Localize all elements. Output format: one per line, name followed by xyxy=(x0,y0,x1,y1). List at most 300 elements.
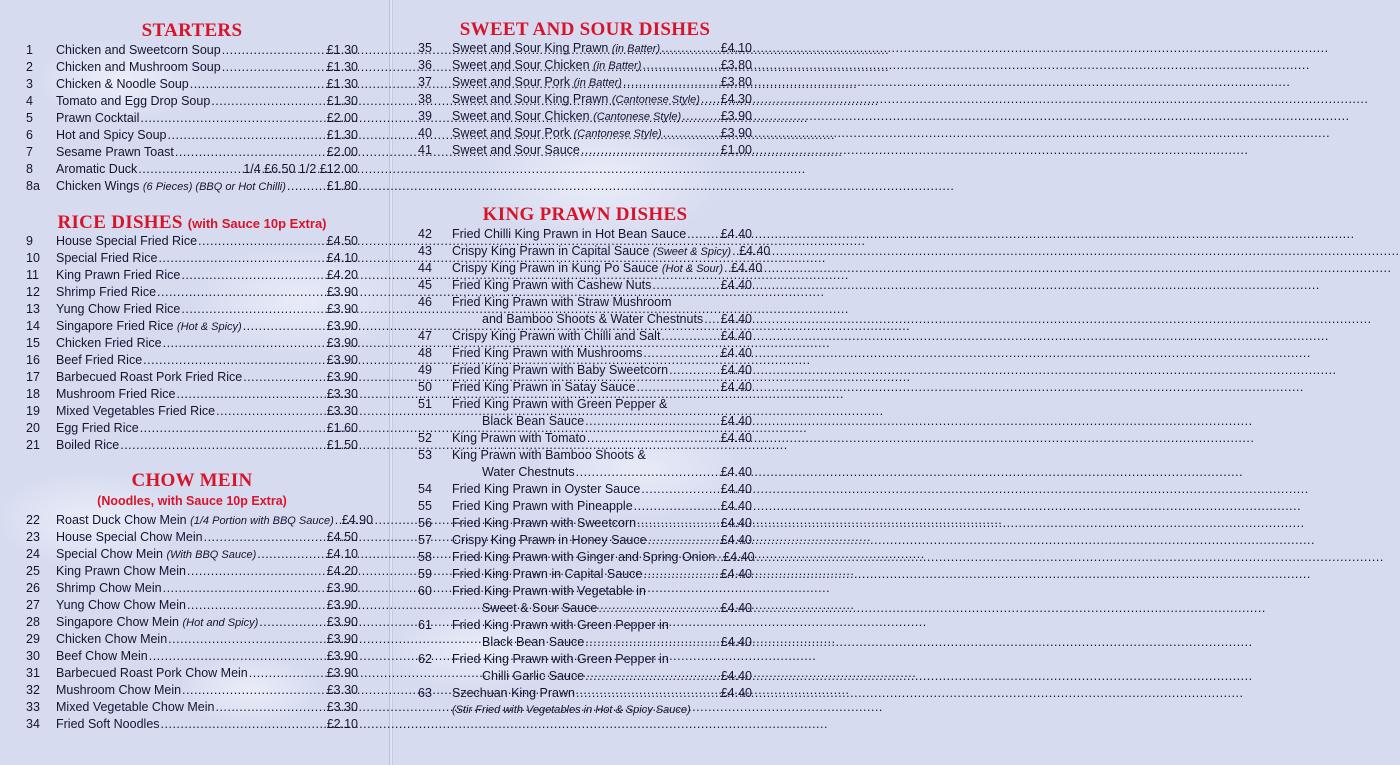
dot-leader xyxy=(585,668,720,685)
item-price: £4.40 xyxy=(720,414,752,428)
dot-leader xyxy=(120,437,325,454)
dot-leader xyxy=(257,546,325,563)
item-name-text: Szechuan King Prawn xyxy=(452,686,575,700)
dot-leader xyxy=(168,631,326,648)
item-price: £1.30 xyxy=(326,94,358,108)
item-name xyxy=(452,617,669,634)
dot-leader xyxy=(663,125,720,142)
item-number: 6 xyxy=(26,128,33,142)
item-number: 19 xyxy=(26,404,40,418)
item-price: £4.40 xyxy=(720,499,752,513)
dot-leader xyxy=(704,311,720,328)
item-name xyxy=(56,352,142,369)
item-number: 52 xyxy=(418,431,432,445)
menu-item xyxy=(418,294,752,328)
item-note: (With BBQ Sauce) xyxy=(166,549,257,561)
menu-item xyxy=(26,110,358,127)
menu-item xyxy=(26,631,358,648)
dot-leader xyxy=(701,91,720,108)
item-name-text: Mixed Vegetables Fried Rice xyxy=(56,404,216,418)
item-name xyxy=(452,142,580,159)
menu-item xyxy=(26,335,358,352)
menu-item xyxy=(26,563,358,580)
item-name-continued: Water Chestnuts xyxy=(482,465,575,479)
dot-leader xyxy=(687,226,720,243)
item-price: £4.20 xyxy=(326,268,358,282)
item-name xyxy=(452,549,715,566)
item-price: £4.40 xyxy=(720,482,752,496)
item-name-text: Sweet and Sour King Prawn xyxy=(452,41,609,55)
item-number: 31 xyxy=(26,666,40,680)
item-price: £3.90 xyxy=(326,615,358,629)
item-number: 63 xyxy=(418,686,432,700)
dot-leader xyxy=(211,93,325,110)
item-number: 54 xyxy=(418,482,432,496)
item-price: £4.40 xyxy=(731,261,763,275)
dot-leader xyxy=(204,529,326,546)
dot-leader xyxy=(259,614,325,631)
item-number: 17 xyxy=(26,370,40,384)
rice-title: RICE DISHES xyxy=(57,212,183,233)
item-number: 62 xyxy=(418,652,432,666)
item-name-text: Sweet and Sour Pork xyxy=(452,126,571,140)
item-price: £3.80 xyxy=(720,75,752,89)
dot-leader xyxy=(138,161,242,178)
item-number: 7 xyxy=(26,145,33,159)
item-name-text: Mushroom Chow Mein xyxy=(56,683,182,697)
menu-item xyxy=(418,430,752,447)
menu-item xyxy=(26,42,358,59)
dot-leader xyxy=(636,379,719,396)
item-name-text: Shrimp Fried Rice xyxy=(56,285,157,299)
item-name xyxy=(56,648,148,665)
starters-heading xyxy=(26,20,358,42)
item-price: £4.40 xyxy=(720,227,752,241)
item-price: £4.40 xyxy=(720,516,752,530)
item-number: 49 xyxy=(418,363,432,377)
menu-item xyxy=(26,59,358,76)
sweetsour-title: SWEET AND SOUR DISHES xyxy=(459,19,711,40)
menu-item xyxy=(418,498,752,515)
menu-item xyxy=(418,447,752,481)
dot-leader xyxy=(682,108,720,125)
sweetsour-list xyxy=(418,40,752,159)
item-name-text: Sweet and Sour Pork xyxy=(452,75,571,89)
menu-item xyxy=(418,57,752,74)
item-number: 60 xyxy=(418,584,432,598)
item-price: £4.40 xyxy=(720,533,752,547)
dot-leader xyxy=(140,110,325,127)
item-name xyxy=(56,546,256,564)
item-price: £3.90 xyxy=(326,319,358,333)
menu-item xyxy=(26,144,358,161)
dot-leader xyxy=(190,76,326,93)
chowmein-title: CHOW MEIN xyxy=(131,470,253,491)
item-name xyxy=(56,614,258,632)
dot-leader xyxy=(222,42,326,59)
item-name-text: Barbecued Roast Pork Chow Mein xyxy=(56,666,248,680)
item-name-text: Sweet and Sour Chicken xyxy=(452,109,590,123)
item-note: (1/4 Portion with BBQ Sauce) xyxy=(190,515,334,527)
dot-leader xyxy=(187,563,326,580)
item-name-text: Fried King Prawn with Pineapple xyxy=(452,499,633,513)
item-name-text: Fried King Prawn with Green Pepper in xyxy=(452,652,669,666)
item-name-continued: Sweet & Sour Sauce xyxy=(482,601,598,615)
item-name-text: King Prawn with Bamboo Shoots & xyxy=(452,448,646,462)
item-number: 27 xyxy=(26,598,40,612)
item-name-text: Mixed Vegetable Chow Mein xyxy=(56,700,215,714)
item-price: £3.90 xyxy=(326,370,358,384)
menu-item xyxy=(26,127,358,144)
item-note: (Cantonese Style) xyxy=(573,128,662,140)
menu-item xyxy=(26,420,358,437)
menu-item xyxy=(26,93,358,110)
menu-item xyxy=(26,580,358,597)
item-number: 8 xyxy=(26,162,33,176)
item-name-text: Singapore Fried Rice xyxy=(56,319,174,333)
item-name xyxy=(56,335,162,352)
item-name-text: Fried King Prawn in Oyster Sauce xyxy=(452,482,641,496)
item-number: 35 xyxy=(418,41,432,55)
item-price: £3.90 xyxy=(326,598,358,612)
dot-leader xyxy=(181,267,325,284)
item-price: £1.30 xyxy=(326,43,358,57)
item-price: £1.60 xyxy=(326,421,358,435)
item-name xyxy=(452,685,575,702)
menu-item xyxy=(26,267,358,284)
menu-item xyxy=(418,566,752,583)
item-number: 18 xyxy=(26,387,40,401)
item-name xyxy=(56,127,167,144)
item-price: £4.40 xyxy=(720,431,752,445)
item-name xyxy=(452,532,647,549)
dot-leader xyxy=(576,464,720,481)
item-name xyxy=(56,597,186,614)
menu-item xyxy=(418,515,752,532)
kingprawn-list xyxy=(418,226,771,718)
item-name xyxy=(452,447,646,464)
menu-item xyxy=(418,108,752,125)
dot-leader xyxy=(585,634,720,651)
dot-leader xyxy=(243,318,326,335)
dot-leader xyxy=(669,362,720,379)
menu-item xyxy=(26,437,358,454)
item-name xyxy=(56,59,221,76)
menu-item xyxy=(26,699,358,716)
item-note: (6 Pieces) (BBQ or Hot Chilli) xyxy=(142,181,286,193)
item-name-continued: Black Bean Sauce xyxy=(482,635,585,649)
item-price: £4.30 xyxy=(720,92,752,106)
item-name xyxy=(452,57,641,75)
menu-item xyxy=(418,549,755,566)
item-number: 11 xyxy=(26,268,39,282)
item-line-1 xyxy=(418,447,752,464)
menu-item xyxy=(26,233,358,250)
item-name xyxy=(56,301,180,318)
dot-leader xyxy=(161,716,326,733)
menu-item xyxy=(26,403,358,420)
item-price: £3.80 xyxy=(720,58,752,72)
item-name-continued: Chilli Garlic Sauce xyxy=(482,669,585,683)
menu-item xyxy=(26,76,358,93)
item-number: 13 xyxy=(26,302,40,316)
item-number: 34 xyxy=(26,717,40,731)
item-price: £2.00 xyxy=(326,111,358,125)
item-number: 56 xyxy=(418,516,432,530)
item-price: £4.40 xyxy=(720,601,752,615)
item-name xyxy=(452,515,636,532)
item-note: (Cantonese Style) xyxy=(593,111,682,123)
item-price: £4.40 xyxy=(720,329,752,343)
item-name-text: Beef Chow Mein xyxy=(56,649,148,663)
item-name xyxy=(56,580,162,597)
item-name xyxy=(56,144,174,161)
item-price: £3.90 xyxy=(326,649,358,663)
chowmein-heading xyxy=(26,470,358,492)
item-price: £4.50 xyxy=(326,234,358,248)
menu-item xyxy=(26,648,358,665)
menu-item xyxy=(418,91,752,108)
item-name-text: Sweet and Sour King Prawn xyxy=(452,92,609,106)
item-name-text: Fried King Prawn with Green Pepper in xyxy=(452,618,669,632)
item-price: £3.30 xyxy=(326,700,358,714)
menu-item xyxy=(418,74,752,91)
item-number: 33 xyxy=(26,700,40,714)
rice-list xyxy=(26,233,358,454)
item-name xyxy=(56,529,203,546)
item-note: (Hot & Spicy) xyxy=(176,321,242,333)
item-number: 40 xyxy=(418,126,432,140)
menu-item xyxy=(26,682,358,699)
dot-leader xyxy=(643,345,719,362)
item-name-text: Chicken Fried Rice xyxy=(56,336,162,350)
item-note: (Cantonese Style) xyxy=(611,94,700,106)
item-price: £4.40 xyxy=(720,312,752,326)
kingprawn-title: KING PRAWN DISHES xyxy=(482,204,688,225)
item-name xyxy=(452,651,669,668)
item-name-text: Fried King Prawn in Satay Sauce xyxy=(452,380,636,394)
dot-leader xyxy=(732,243,738,260)
menu-item xyxy=(418,685,752,702)
menu-item xyxy=(418,481,752,498)
item-number: 24 xyxy=(26,547,40,561)
item-name-text: Prawn Cocktail xyxy=(56,111,140,125)
item-price: £4.40 xyxy=(720,465,752,479)
item-line-2 xyxy=(418,464,752,481)
item-number: 15 xyxy=(26,336,40,350)
dot-leader xyxy=(587,430,720,447)
item-number: 42 xyxy=(418,227,432,241)
item-number: 39 xyxy=(418,109,432,123)
item-number: 37 xyxy=(418,75,432,89)
item-name xyxy=(452,108,681,126)
menu-item xyxy=(26,512,374,529)
item-name-text: Sweet and Sour Sauce xyxy=(452,143,580,157)
dot-leader xyxy=(598,600,719,617)
dot-leader xyxy=(149,648,326,665)
dot-leader xyxy=(181,301,325,318)
rice-note: (with Sauce 10p Extra) xyxy=(187,216,327,231)
item-price: £3.90 xyxy=(326,632,358,646)
item-name xyxy=(452,396,667,413)
item-name xyxy=(56,437,119,454)
item-note: (Hot and Spicy) xyxy=(182,617,259,629)
menu-item xyxy=(418,583,752,617)
item-name xyxy=(56,682,181,699)
item-number: 46 xyxy=(418,295,432,309)
item-name xyxy=(452,498,633,515)
item-name xyxy=(452,91,700,109)
item-name xyxy=(452,40,660,58)
item-name-text: Beef Fried Rice xyxy=(56,353,143,367)
item-name-text: Crispy King Prawn in Capital Sauce xyxy=(452,244,650,258)
menu-item xyxy=(418,243,771,260)
item-price: £1.30 xyxy=(326,128,358,142)
item-price: 1/4 £6.50 1/2 £12.00 xyxy=(243,162,358,176)
dot-leader xyxy=(215,699,325,716)
menu-item xyxy=(26,250,358,267)
item-note: (Hot & Sour) xyxy=(661,263,723,275)
menu-item xyxy=(26,284,358,301)
item-name xyxy=(56,665,248,682)
menu-item xyxy=(418,260,763,277)
item-name-text: Special Chow Mein xyxy=(56,547,163,561)
item-name xyxy=(56,267,180,284)
item-name xyxy=(452,277,651,294)
item-number: 57 xyxy=(418,533,432,547)
dot-leader xyxy=(576,685,720,702)
item-name-text: House Special Fried Rice xyxy=(56,234,198,248)
item-name-text: Crispy King Prawn in Honey Sauce xyxy=(452,533,647,547)
item-name xyxy=(56,386,175,403)
item-number: 44 xyxy=(418,261,432,275)
item-name-text: Fried Chilli King Prawn in Hot Bean Sauce xyxy=(452,227,687,241)
item-price: £3.90 xyxy=(326,285,358,299)
item-price: £4.40 xyxy=(720,380,752,394)
item-number: 30 xyxy=(26,649,40,663)
menu-item xyxy=(418,40,752,57)
item-number: 28 xyxy=(26,615,40,629)
dot-leader xyxy=(641,481,719,498)
item-name xyxy=(452,481,640,498)
item-number: 9 xyxy=(26,234,33,248)
dot-leader xyxy=(175,144,326,161)
item-name-text: King Prawn Chow Mein xyxy=(56,564,186,578)
menu-item xyxy=(26,301,358,318)
item-price: £3.30 xyxy=(326,683,358,697)
item-price: £4.10 xyxy=(326,547,358,561)
item-number: 45 xyxy=(418,278,432,292)
item-name-text: Fried King Prawn with Ginger and Spring Onion xyxy=(452,550,716,564)
dot-leader xyxy=(140,420,326,437)
item-number: 36 xyxy=(418,58,432,72)
item-name-text: Sesame Prawn Toast xyxy=(56,145,174,159)
item-name xyxy=(56,512,334,530)
item-number: 38 xyxy=(418,92,432,106)
item-name-text: King Prawn with Tomato xyxy=(452,431,586,445)
menu-item xyxy=(26,665,358,682)
item-price: £4.40 xyxy=(720,669,752,683)
item-name-text: Aromatic Duck xyxy=(56,162,138,176)
item-name xyxy=(56,420,139,437)
dot-leader xyxy=(182,682,326,699)
item-price: £4.40 xyxy=(720,635,752,649)
item-name-text: Chicken Chow Mein xyxy=(56,632,168,646)
menu-item xyxy=(418,277,752,294)
item-name-text: Tomato and Egg Drop Soup xyxy=(56,94,211,108)
item-number: 4 xyxy=(26,94,33,108)
item-number: 41 xyxy=(418,143,432,157)
item-name xyxy=(56,76,189,93)
item-name-text: Boiled Rice xyxy=(56,438,120,452)
item-name-continued: Black Bean Sauce xyxy=(482,414,585,428)
dot-leader xyxy=(243,369,326,386)
item-number: 14 xyxy=(26,319,40,333)
dot-leader xyxy=(198,233,326,250)
item-name xyxy=(452,74,622,92)
menu-item xyxy=(418,617,752,651)
item-number: 32 xyxy=(26,683,40,697)
chowmein-list xyxy=(26,512,374,733)
item-name xyxy=(56,631,167,648)
item-name xyxy=(56,93,210,110)
item-number: 48 xyxy=(418,346,432,360)
item-price: £4.40 xyxy=(723,550,755,564)
item-number: 50 xyxy=(418,380,432,394)
item-note: (in Batter) xyxy=(593,60,642,72)
item-price: £3.90 xyxy=(326,353,358,367)
sweetsour-heading xyxy=(418,19,752,41)
item-line-2 xyxy=(418,600,752,617)
dot-leader xyxy=(637,515,720,532)
dot-leader xyxy=(163,335,326,352)
dot-leader xyxy=(158,250,325,267)
menu-item xyxy=(26,386,358,403)
dot-leader xyxy=(652,277,719,294)
starters-list xyxy=(26,42,358,195)
item-price: £3.90 xyxy=(326,581,358,595)
item-price: £1.50 xyxy=(326,438,358,452)
item-name-text: Fried King Prawn with Mushrooms xyxy=(452,346,643,360)
kingprawn-heading xyxy=(418,204,752,226)
item-name xyxy=(452,362,668,379)
menu-item xyxy=(26,352,358,369)
item-price: £3.90 xyxy=(720,109,752,123)
item-name-text: King Prawn Fried Rice xyxy=(56,268,181,282)
item-price: £4.40 xyxy=(720,686,752,700)
item-number: 51 xyxy=(418,397,432,411)
item-name-text: Chicken and Sweetcorn Soup xyxy=(56,43,221,57)
item-name-text: Chicken Wings xyxy=(56,179,140,193)
item-price: £4.40 xyxy=(720,567,752,581)
item-name xyxy=(452,328,660,345)
item-name-text: Singapore Chow Mein xyxy=(56,615,179,629)
item-note: (in Batter) xyxy=(573,77,622,89)
dot-leader xyxy=(724,260,730,277)
dot-leader xyxy=(661,40,720,57)
dot-leader xyxy=(581,142,720,159)
item-name xyxy=(452,226,686,243)
menu-item xyxy=(26,716,358,733)
item-name-text: Sweet and Sour Chicken xyxy=(452,58,590,72)
menu-item xyxy=(418,328,752,345)
item-price: £1.30 xyxy=(326,60,358,74)
item-name xyxy=(452,379,635,396)
dot-leader xyxy=(287,178,326,195)
menu-item xyxy=(418,142,752,159)
item-name-text: Crispy King Prawn with Chilli and Salt xyxy=(452,329,661,343)
item-price: £4.40 xyxy=(720,346,752,360)
